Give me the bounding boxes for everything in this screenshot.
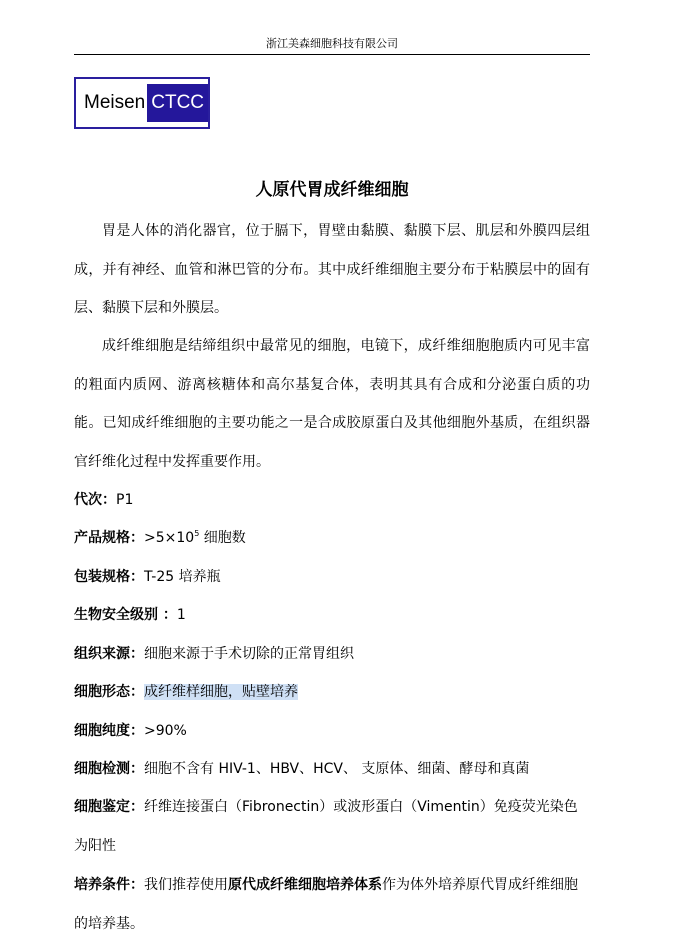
spec-morphology [74,680,590,704]
spec-label: 产品规格： [74,530,144,546]
spec-value: 细胞不含有 HIV-1、HBV、HCV、 支原体、细菌、酵母和真菌 [144,761,530,777]
spec-label: 培养条件： [74,877,144,893]
spec-label: 细胞纯度： [74,723,144,739]
spec-package [74,565,590,589]
spec-label: 代次： [74,492,116,508]
spec-value: 纤维连接蛋白（Fibronectin）或波形蛋白（Vimentin）免疫荧光染色为阳性 [74,799,578,854]
spec-value: >5×10 [144,530,195,546]
spec-label: 细胞检测： [74,761,144,777]
header-divider [74,54,590,55]
spec-value-exponent: 5 [194,529,200,538]
logo-wordmark [81,84,208,122]
spec-passage [74,488,590,512]
company-logo [74,77,210,129]
logo-text-ctcc: CTCC [147,84,208,122]
spec-culture-conditions [74,866,590,943]
spec-purity [74,719,590,743]
intro-paragraph-fibroblast: 成纤维细胞是结缔组织中最常见的细胞，电镜下，成纤维细胞胞质内可见丰富的粗面内质网、游离核糖体和高尔基复合体，表明其具有合成和分泌蛋白质的功能。已知成纤维细胞的主要功能之一是合成胶原蛋白及其他细胞外基质，在组织器官纤维化过程中发挥重要作用。 [74,338,590,470]
spec-label: 细胞形态： [74,684,144,700]
spec-value-highlighted[interactable]: 成纤维样细胞，贴壁培养 [144,684,298,700]
spec-detection [74,757,590,781]
spec-value-continued: 作为体外培养原代胃成纤维细胞的培养基。 [74,877,578,932]
page-header [74,36,590,52]
document-title: 人原代胃成纤维细胞 [255,180,409,200]
culture-system-name: 原代成纤维细胞培养体系 [228,877,382,893]
spec-value: 1 [176,607,186,623]
logo-text-meisen: Meisen [84,92,146,113]
spec-value: T-25 培养瓶 [144,569,221,585]
spec-label: 组织来源： [74,646,144,662]
spec-label: 细胞鉴定： [74,799,144,815]
spec-product-size [74,526,590,550]
spec-label: 生物安全级别 ： [74,607,177,623]
spec-tissue-source [74,642,590,666]
spec-value: >90% [144,723,187,739]
spec-value-unit: 细胞数 [199,530,246,546]
spec-identification [74,788,590,865]
spec-value: 细胞来源于手术切除的正常胃组织 [144,646,354,662]
spec-label: 包装规格： [74,569,144,585]
company-name: 浙江美森细胞科技有限公司 [266,37,398,50]
intro-paragraph-stomach: 胃是人体的消化器官，位于膈下，胃壁由黏膜、黏膜下层、肌层和外膜四层组成，并有神经、血管和淋巴管的分布。其中成纤维细胞主要分布于粘膜层中的固有层、黏膜下层和外膜层。 [74,223,590,316]
spec-biosafety [74,603,590,627]
spec-value: 我们推荐使用 [144,877,228,893]
spec-value: P1 [116,492,134,508]
